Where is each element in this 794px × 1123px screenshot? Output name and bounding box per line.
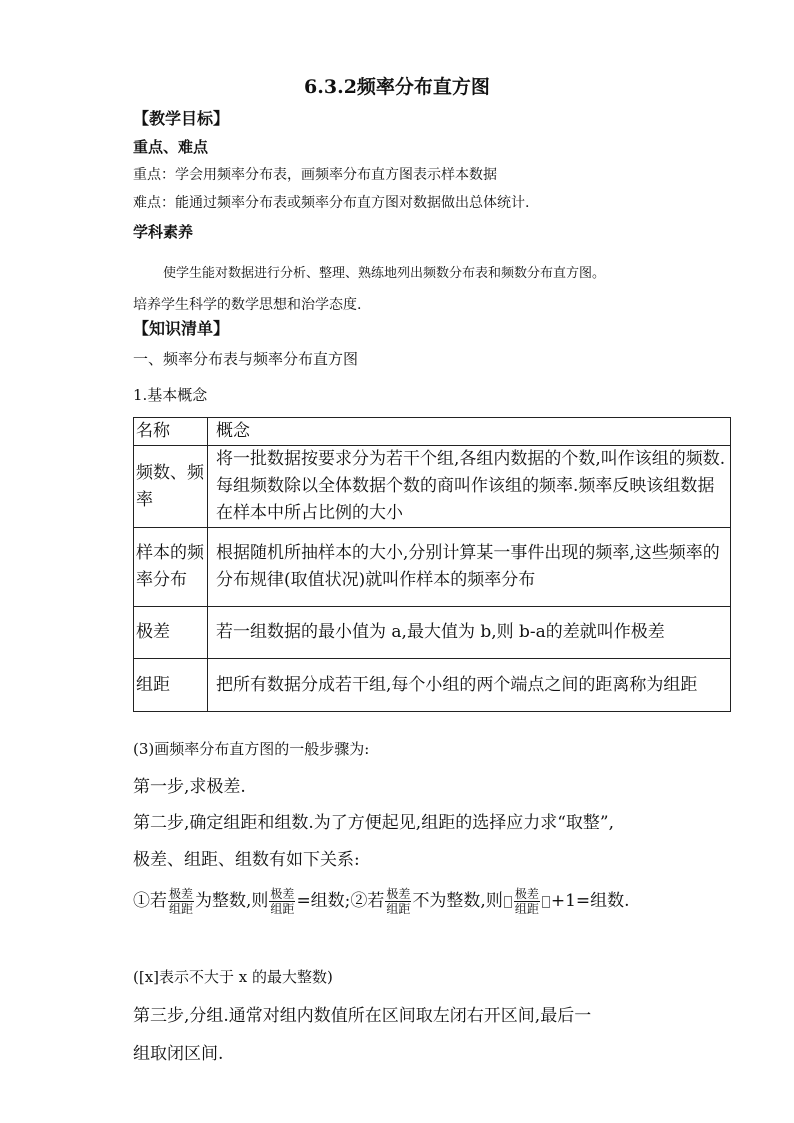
steps-intro: (3)画频率分布直方图的一般步骤为: [133, 740, 370, 758]
table-row [134, 528, 731, 607]
step-two: 第二步,确定组距和组数.为了方便起见,组距的选择应力求“取整”, [133, 813, 614, 833]
formula-part-plus-one: +1=组数. [550, 891, 630, 911]
key-point-text: 重点：学会用频率分布表，画频率分布直方图表示样本数据 [133, 167, 497, 183]
row-desc: 根据随机所抽样本的大小,分别计算某一事件出现的频率,这些频率的分布规律(取值状况)就叫作样本的频率分布 [208, 528, 731, 607]
row-name: 组距 [134, 659, 208, 712]
table-row [134, 659, 731, 712]
literacy-heading: 学科素养 [133, 223, 194, 241]
table-row [134, 446, 731, 528]
step-one: 第一步,求极差. [133, 777, 246, 797]
row-desc: 将一批数据按要求分为若干个组,各组内数据的个数,叫作该组的频数.每组频数除以全体数据个数的商叫作该组的频率.频率反映该组数据在样本中所占比例的大小 [208, 446, 731, 528]
floor-note: ([x]表示不大于 x 的最大整数) [133, 968, 333, 986]
fraction-denominator: 组距 [386, 902, 411, 916]
fraction-denominator: 组距 [514, 902, 539, 916]
part-one-heading: 一、频率分布表与频率分布直方图 [133, 350, 359, 368]
key-difficulty-heading: 重点、难点 [133, 138, 209, 156]
section-teaching-goals: 【教学目标】 [133, 109, 230, 128]
floor-bracket-icon [504, 896, 512, 908]
row-name: 极差 [134, 607, 208, 659]
concept-table [133, 417, 731, 712]
step-three-line-2: 组取闭区间. [133, 1044, 224, 1064]
table-row [134, 607, 731, 659]
formula-part-equals: =组数;②若 [296, 891, 385, 911]
row-name: 频数、频率 [134, 446, 208, 528]
fraction-range-over-width [269, 887, 295, 916]
fraction-numerator: 极差 [169, 887, 194, 901]
row-desc: 把所有数据分成若干组,每个小组的两个端点之间的距离称为组距 [208, 659, 731, 712]
fraction-range-over-width [168, 887, 194, 916]
page-title: 6.3.2频率分布直方图 [304, 76, 490, 98]
fraction-range-over-width [385, 887, 411, 916]
section-knowledge-list: 【知识清单】 [133, 319, 230, 338]
fraction-denominator: 组距 [270, 902, 295, 916]
fraction-denominator: 组距 [169, 902, 194, 916]
header-concept: 概念 [208, 418, 731, 446]
row-name: 样本的频率分布 [134, 528, 208, 607]
relation-text: 极差、组距、组数有如下关系: [133, 850, 360, 870]
header-name: 名称 [134, 418, 208, 446]
fraction-numerator: 极差 [270, 887, 295, 901]
basic-concepts-heading: 1.基本概念 [133, 386, 208, 404]
formula-part-if: ①若 [133, 891, 167, 911]
literacy-text-2: 培养学生科学的数学思想和治学态度. [133, 297, 362, 313]
table-header-row [134, 418, 731, 446]
fraction-numerator: 极差 [386, 887, 411, 901]
fraction-range-over-width [514, 887, 540, 916]
fraction-numerator: 极差 [514, 887, 539, 901]
row-desc: 若一组数据的最小值为 a,最大值为 b,则 b-a的差就叫作极差 [208, 607, 731, 659]
formula-part-not-integer: 不为整数,则 [412, 891, 503, 911]
step-three-line-1: 第三步,分组.通常对组内数值所在区间取左闭右开区间,最后一 [133, 1006, 592, 1026]
formula-part-integer: 为整数,则 [195, 891, 269, 911]
floor-bracket-icon [542, 896, 550, 908]
literacy-text-1: 使学生能对数据进行分析、整理、熟练地列出频数分布表和频数分布直方图。 [163, 266, 606, 281]
group-count-formula [133, 886, 630, 916]
difficulty-text: 难点：能通过频率分布表或频率分布直方图对数据做出总体统计. [133, 195, 530, 211]
